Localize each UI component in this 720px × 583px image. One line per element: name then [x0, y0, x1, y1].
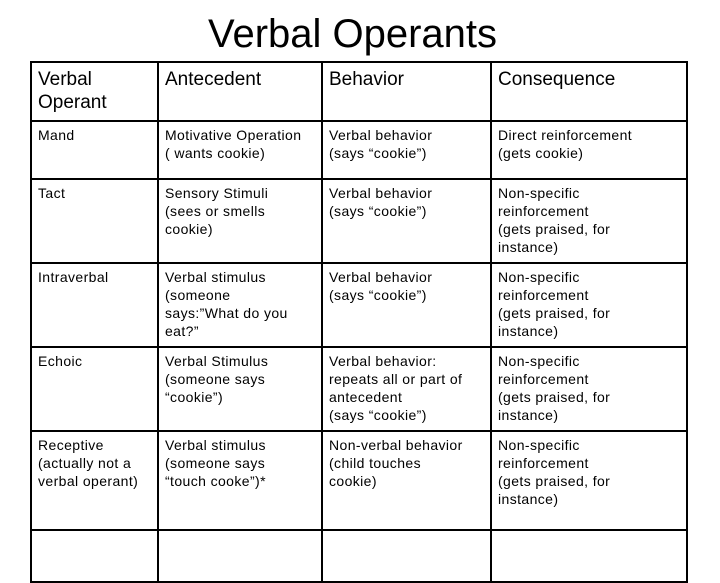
cell-consequence: Direct reinforcement (gets cookie) [491, 121, 687, 179]
cell-operant: Echoic [31, 347, 158, 431]
table-row-empty [31, 530, 687, 582]
cell-operant: Receptive (actually not a verbal operant) [31, 431, 158, 530]
header-verbal-operant: Verbal Operant [31, 62, 158, 121]
table-row [31, 347, 687, 431]
cell-operant [31, 530, 158, 582]
cell-antecedent: Verbal stimulus (someone says:”What do you eat?” [158, 263, 322, 347]
header-behavior: Behavior [322, 62, 491, 121]
table-row [31, 121, 687, 179]
cell-behavior: Verbal behavior: repeats all or part of antecedent (says “cookie”) [322, 347, 491, 431]
cell-antecedent: Verbal Stimulus (someone says “cookie”) [158, 347, 322, 431]
table-row [31, 179, 687, 263]
page-title: Verbal Operants [207, 12, 498, 56]
cell-behavior [322, 530, 491, 582]
cell-consequence: Non-specific reinforcement (gets praised, for instance) [491, 179, 687, 263]
cell-antecedent [158, 530, 322, 582]
cell-behavior: Non-verbal behavior (child touches cookie) [322, 431, 491, 530]
table-row [31, 263, 687, 347]
cell-antecedent: Motivative Operation ( wants cookie) [158, 121, 322, 179]
header-antecedent: Antecedent [158, 62, 322, 121]
cell-antecedent: Sensory Stimuli (sees or smells cookie) [158, 179, 322, 263]
cell-behavior: Verbal behavior (says “cookie”) [322, 121, 491, 179]
table-row [31, 431, 687, 530]
cell-consequence: Non-specific reinforcement (gets praised, for instance) [491, 347, 687, 431]
cell-operant: Mand [31, 121, 158, 179]
cell-antecedent: Verbal stimulus (someone says “touch cooke”)* [158, 431, 322, 530]
header-consequence: Consequence [491, 62, 687, 121]
cell-behavior: Verbal behavior (says “cookie”) [322, 179, 491, 263]
cell-behavior: Verbal behavior (says “cookie”) [322, 263, 491, 347]
verbal-operants-table [30, 61, 688, 583]
table-header-row [31, 62, 687, 121]
cell-operant: Intraverbal [31, 263, 158, 347]
cell-consequence: Non-specific reinforcement (gets praised, for instance) [491, 431, 687, 530]
cell-operant: Tact [31, 179, 158, 263]
cell-consequence [491, 530, 687, 582]
cell-consequence: Non-specific reinforcement (gets praised, for instance) [491, 263, 687, 347]
